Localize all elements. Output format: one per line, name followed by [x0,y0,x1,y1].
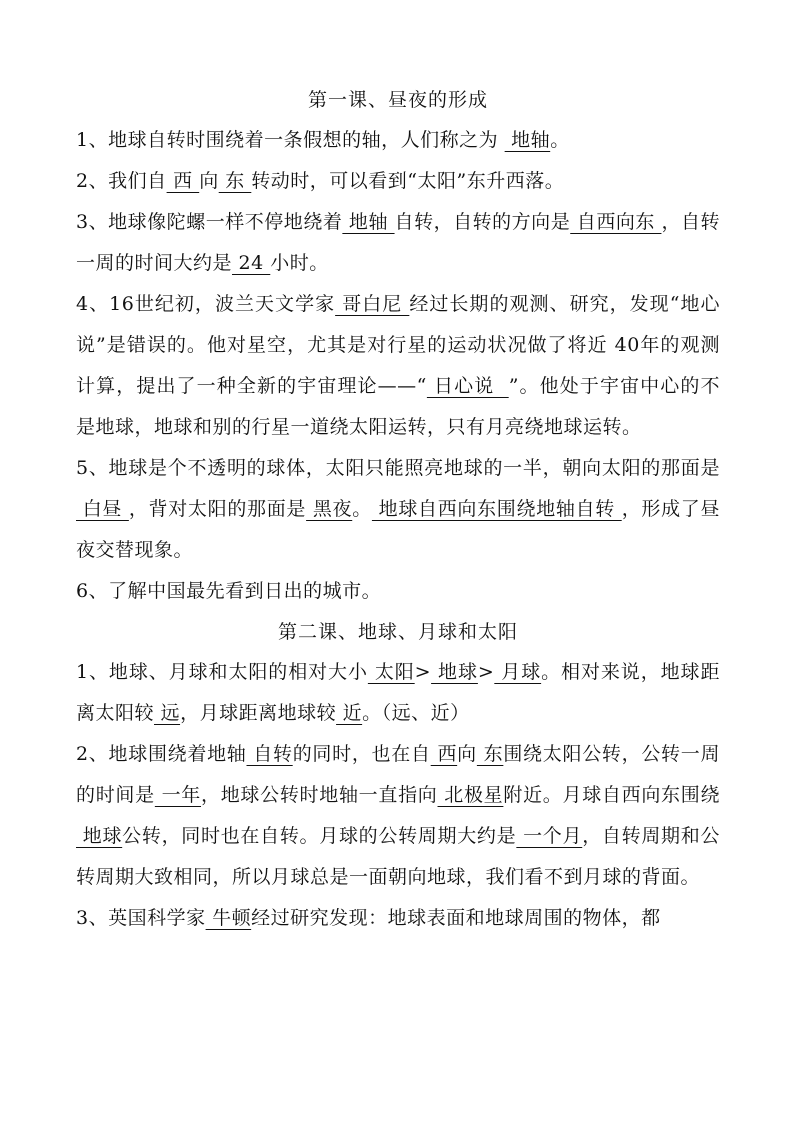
answer-blank: 远 [154,702,181,724]
answer-blank: 地球 [431,661,478,683]
text-run: 2、地球围绕着地轴 [76,743,247,765]
lesson2-body [76,652,720,939]
answer-blank: 地轴 [504,129,551,151]
text-run: 3、英国科学家 [76,907,206,929]
text-run: 向 [199,170,219,192]
answer-blank: 西 [166,170,200,192]
text-run: ，自转周期和公转周期大致相同，所以月球总是一面朝向地球，我们看不到月球的背面。 [76,825,720,888]
answer-blank: 太阳 [367,661,415,683]
answer-blank: 白昼 [76,498,129,520]
text-run: 3、地球像陀螺一样不停地绕着 [76,211,343,233]
answer-blank: 自西向东 [570,211,662,233]
text-run: 1、地球、月球和太阳的相对大小 [76,661,368,683]
answer-blank: 东 [476,743,504,765]
answer-blank: 日心说 [426,375,509,397]
answer-blank: 牛顿 [205,907,252,929]
lesson1-item [76,448,720,571]
lesson2-title: 第二课、地球、月球和太阳 [277,621,518,643]
answer-blank: 地球自西向东围绕地轴自转 [371,498,622,520]
answer-blank: 一年 [154,784,202,806]
text-run: 小时。 [270,252,329,274]
lesson1-item [76,120,720,161]
lesson2-item [76,734,720,898]
text-run: 6、了解中国最先看到日出的城市。 [76,580,382,602]
answer-blank: 西 [430,743,458,765]
text-run: 向 [457,743,477,765]
text-run: 。 [352,498,372,520]
answer-blank: 黑夜 [306,498,353,520]
answer-blank: 地球 [76,825,123,847]
text-run: 的同时，也在自 [292,743,431,765]
answer-blank: 地轴 [342,211,395,233]
lesson1-item [76,571,720,612]
answer-blank: 近 [336,702,363,724]
text-run: 经过长期的观测、研究，发现“地心说”是错误的。他对星空，尤其是对行星的运动状况做了将近 40年的观测计算，提出了一种全新的宇宙理论——“ [76,293,720,397]
text-run: 1、地球自转时围绕着一条假想的轴，人们称之为 [76,129,505,151]
text-run: 公转，同时也在自转。月球的公转周期大约是 [122,825,517,847]
lesson1-body [76,120,720,612]
text-run: > [414,661,432,683]
answer-blank: 月球 [494,661,542,683]
text-run: 。（远、近） [362,702,470,724]
answer-blank: 一个月 [516,825,583,847]
text-run: 围绕太阳公转，公转一周的时间是 [76,743,720,806]
text-run: ，背对太阳的那面是 [128,498,307,520]
text-run: 4、16世纪初，波兰天文学家 [76,293,336,315]
text-run: 自转，自转的方向是 [394,211,571,233]
answer-blank: 北极星 [437,784,504,806]
answer-blank: 东 [218,170,252,192]
lesson2-item [76,898,720,939]
answer-blank: 24 [232,252,271,274]
text-run: 。相对来说，地球距离太阳较 [76,661,720,724]
lesson1-item [76,202,720,284]
text-run: ，月球距离地球较 [180,702,337,724]
text-run: 。 [550,129,570,151]
text-run: 2、我们自 [76,170,167,192]
lesson1-title: 第一课、昼夜的形成 [307,89,488,111]
text-run: ，形成了昼夜交替现象。 [76,498,720,561]
text-run: > [477,661,495,683]
text-run: ”。他处于宇宙中心的不是地球，地球和别的行星一道绕太阳运转，只有月亮绕地球运转。 [76,375,721,438]
document-page [76,80,720,939]
lesson1-item [76,161,720,202]
lesson2-item [76,652,720,734]
text-run: 转动时，可以看到“太阳”东升西落。 [251,170,565,192]
text-run: 附近。月球自西向东围绕 [503,784,720,806]
answer-blank: 自转 [246,743,293,765]
text-run: 5、地球是个不透明的球体，太阳只能照亮地球的一半，朝向太阳的那面是 [76,457,720,479]
lesson1-item [76,284,720,448]
text-run: 经过研究发现：地球表面和地球周围的物体，都 [251,907,661,929]
text-run: ，自转一周的时间大约是 [76,211,720,274]
answer-blank: 哥白尼 [335,293,410,315]
text-run: ，地球公转时地轴一直指向 [201,784,438,806]
